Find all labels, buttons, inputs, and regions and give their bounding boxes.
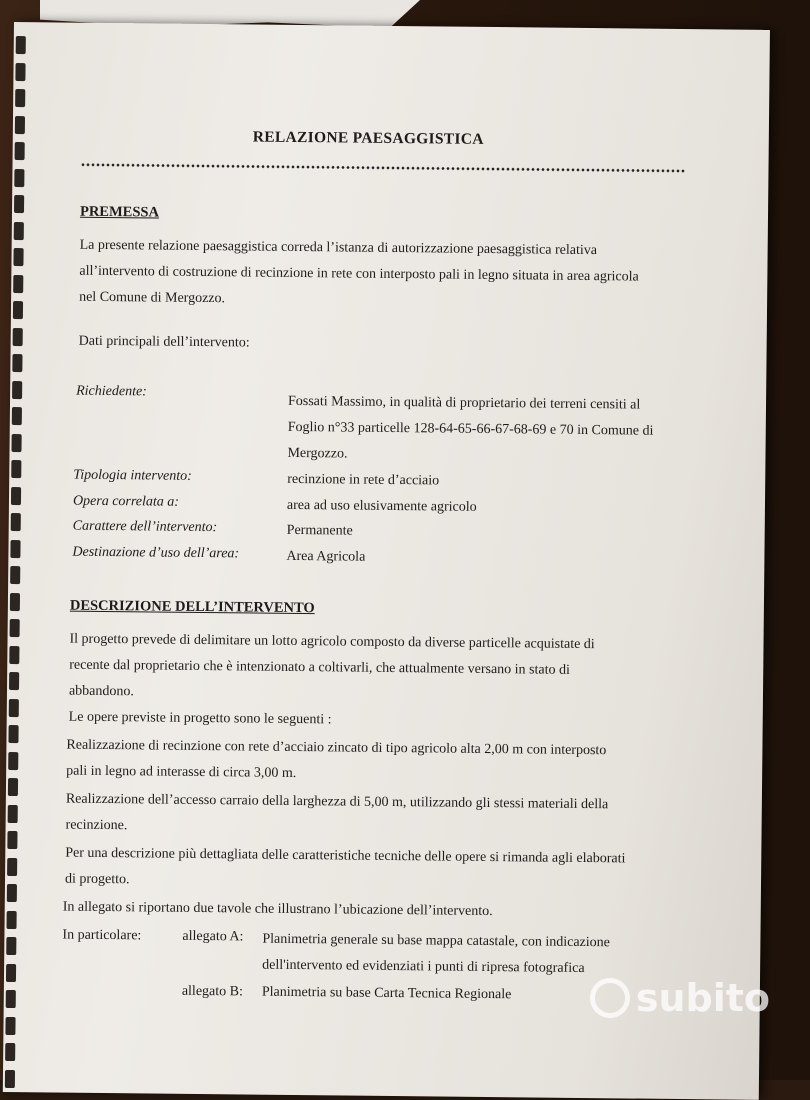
- allegato-a-label: allegato A:: [182, 928, 244, 945]
- binding-hole: [7, 884, 17, 902]
- binding-hole: [12, 407, 22, 425]
- descrizione-line-10: di progetto.: [64, 871, 130, 888]
- binding-hole: [6, 990, 16, 1008]
- binding-hole: [13, 275, 23, 293]
- binding-hole: [10, 539, 20, 557]
- field-label-carattere: Carattere dell’intervento:: [72, 518, 218, 536]
- binding-hole: [12, 381, 22, 399]
- premessa-line-3: nel Comune di Mergozzo.: [79, 289, 226, 307]
- dati-intro: Dati principali dell’intervento:: [78, 333, 250, 351]
- binding-hole: [15, 63, 25, 81]
- descrizione-heading: DESCRIZIONE DELL’INTERVENTO: [69, 597, 315, 617]
- binding-hole: [12, 433, 22, 451]
- binding-hole: [14, 222, 24, 240]
- binding-hole: [5, 1069, 15, 1087]
- binding-hole: [7, 910, 17, 928]
- binding-hole: [15, 116, 25, 134]
- descrizione-line-2: recente dal proprietario che è intenzionato a coltivarli, che attualmente versano in stato di: [69, 657, 571, 678]
- descrizione-line-11: In allegato si riportano due tavole che illustrano l’ubicazione dell’intervento.: [62, 899, 493, 920]
- binding-hole: [14, 169, 24, 187]
- binding-hole: [10, 592, 20, 610]
- binding-hole: [6, 963, 16, 981]
- binding-hole: [16, 36, 26, 54]
- premessa-line-2: all’intervento di costruzione di recinzione in rete con interposto pali in legno situata in area agricola: [79, 263, 639, 285]
- field-label-richiedente: Richiedente:: [76, 383, 147, 400]
- binding-hole: [6, 937, 16, 955]
- dotted-divider: [80, 163, 685, 173]
- field-label-destinazione: Destinazione d’uso dell’area:: [72, 544, 240, 562]
- descrizione-line-3: abbandono.: [68, 683, 135, 700]
- subito-logo-icon: [590, 978, 630, 1018]
- document-page: [3, 22, 770, 1100]
- binding-hole: [9, 645, 19, 663]
- field-value-richiedente: Fossati Massimo, in qualità di proprietario dei terreni censiti al: [287, 393, 641, 413]
- binding-hole: [8, 725, 18, 743]
- binding-hole: [10, 566, 20, 584]
- premessa-heading: PREMESSA: [79, 203, 160, 221]
- in-particolare-label: In particolare:: [62, 927, 142, 944]
- binding-hole: [8, 804, 18, 822]
- premessa-line-1: La presente relazione paesaggistica correda l’istanza di autorizzazione paesaggistica relativa: [79, 237, 598, 259]
- binding-hole: [11, 460, 21, 478]
- allegato-b-label: allegato B:: [181, 983, 243, 1000]
- binding-hole: [13, 328, 23, 346]
- field-value-foglio: Foglio n°33 particelle 128-64-65-66-67-68-69 e 70 in Comune di: [287, 419, 654, 439]
- binding-hole: [13, 301, 23, 319]
- subito-watermark: [590, 976, 770, 1020]
- descrizione-line-5: Realizzazione di recinzione con rete d’acciaio zincato di tipo agricolo alta 2,00 m con interposto: [66, 737, 607, 759]
- descrizione-line-6: pali in legno ad interasse di circa 3,00 m.: [66, 763, 297, 781]
- allegato-b-value: Planimetria su base Carta Tecnica Regionale: [261, 984, 512, 1003]
- binding-hole: [15, 142, 25, 160]
- binding-hole: [11, 513, 21, 531]
- allegato-a-value: Planimetria generale su base mappa catastale, con indicazione: [262, 931, 610, 951]
- binding-hole: [5, 1043, 15, 1061]
- binding-hole: [7, 857, 17, 875]
- binding-hole: [8, 778, 18, 796]
- binding-hole: [13, 248, 23, 266]
- descrizione-line-7: Realizzazione dell’accesso carraio della larghezza di 5,00 m, utilizzando gli stessi materiali della: [65, 791, 609, 813]
- binding-hole: [8, 751, 18, 769]
- field-label-tipologia: Tipologia intervento:: [73, 467, 192, 484]
- binding-hole: [7, 831, 17, 849]
- field-value-carattere: Permanente: [286, 522, 353, 539]
- binding-hole: [11, 486, 21, 504]
- descrizione-line-9: Per una descrizione più dettagliata delle caratteristiche tecniche delle opere si rimanda agli elaborati: [65, 845, 626, 867]
- document-title: RELAZIONE PAESAGGISTICA: [252, 128, 484, 148]
- field-label-opera: Opera correlata a:: [72, 493, 180, 510]
- descrizione-line-1: Il progetto prevede di delimitare un lotto agricolo composto da diverse particelle acquistate di: [69, 631, 595, 653]
- binding-hole: [14, 195, 24, 213]
- allegato-a-value-2: dell'intervento ed evidenziati i punti di ripresa fotografica: [262, 957, 585, 977]
- field-value-tipologia: recinzione in rete d’acciaio: [287, 471, 440, 489]
- binding-hole: [15, 89, 25, 107]
- binding-hole: [12, 354, 22, 372]
- watermark-text: subito: [635, 976, 770, 1020]
- binding-hole: [9, 698, 19, 716]
- descrizione-line-4: Le opere previste in progetto sono le seguenti :: [68, 709, 332, 728]
- binding-hole: [5, 1016, 15, 1034]
- binding-hole: [9, 672, 19, 690]
- descrizione-line-8: recinzione.: [65, 817, 128, 834]
- field-value-mergozzo: Mergozzo.: [287, 445, 348, 462]
- field-value-destinazione: Area Agricola: [286, 548, 366, 565]
- binding-hole: [10, 619, 20, 637]
- field-value-opera: area ad uso elusivamente agricolo: [286, 497, 477, 515]
